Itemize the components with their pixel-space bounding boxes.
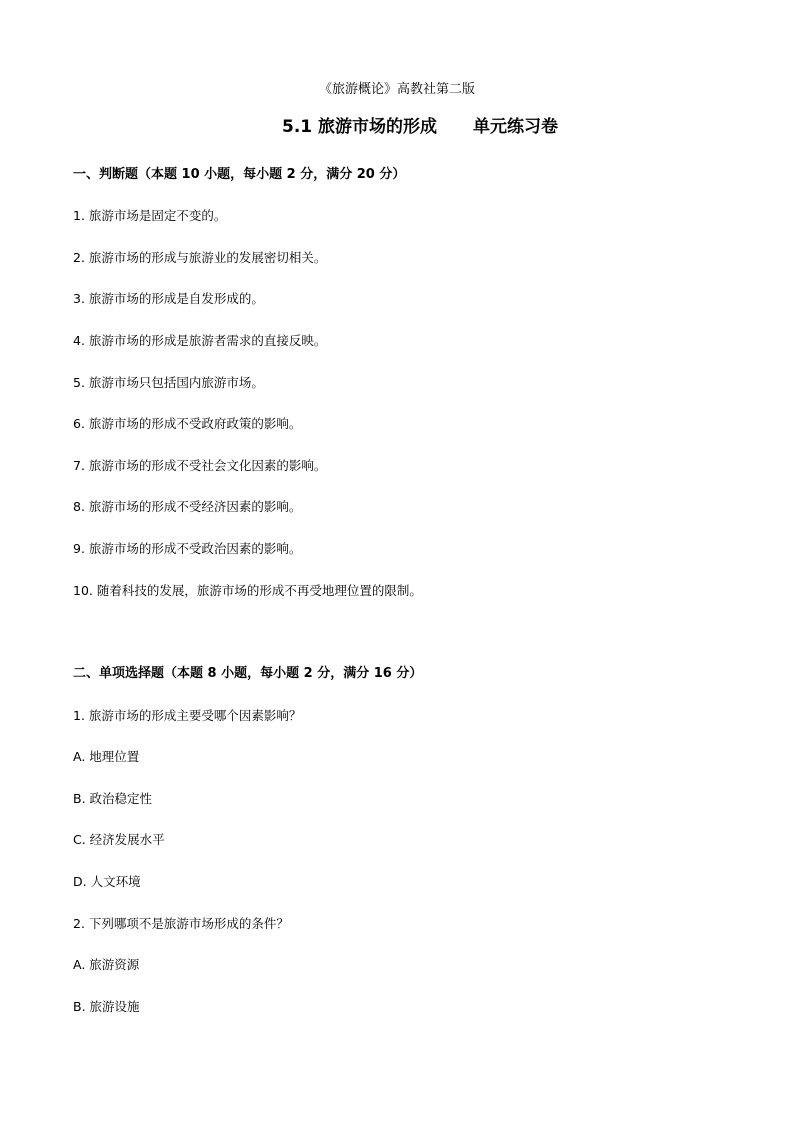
question-item bbox=[73, 332, 733, 350]
question-text: 10. 随着科技的发展，旅游市场的形成不再受地理位置的限制。 bbox=[73, 583, 422, 598]
question-text: 6. 旅游市场的形成不受政府政策的影响。 bbox=[73, 416, 302, 431]
option-item bbox=[73, 790, 733, 808]
question-item bbox=[73, 290, 733, 308]
question-text: 5. 旅游市场只包括国内旅游市场。 bbox=[73, 375, 264, 390]
question-item bbox=[73, 498, 733, 516]
section-true-false bbox=[73, 166, 733, 184]
option-item bbox=[73, 831, 733, 849]
question-item bbox=[73, 249, 733, 267]
question-text: 1. 旅游市场是固定不变的。 bbox=[73, 208, 227, 223]
title-sub: 单元练习卷 bbox=[473, 117, 559, 137]
option-item bbox=[73, 956, 733, 974]
section-heading: 二、单项选择题（本题 8 小题，每小题 2 分，满分 16 分） bbox=[73, 666, 423, 681]
question-item bbox=[73, 457, 733, 475]
question-item bbox=[73, 915, 733, 933]
question-text: 7. 旅游市场的形成不受社会文化因素的影响。 bbox=[73, 458, 327, 473]
question-text: 4. 旅游市场的形成是旅游者需求的直接反映。 bbox=[73, 333, 327, 348]
option-item bbox=[73, 998, 733, 1016]
question-item bbox=[73, 207, 733, 225]
document-title bbox=[282, 115, 558, 139]
section-heading: 一、判断题（本题 10 小题，每小题 2 分，满分 20 分） bbox=[73, 167, 406, 182]
question-item bbox=[73, 707, 733, 725]
question-item bbox=[73, 582, 733, 600]
option-item bbox=[73, 748, 733, 766]
option-text: A. 地理位置 bbox=[73, 749, 140, 764]
document-header: 《旅游概论》高教社第二版 bbox=[318, 82, 475, 97]
question-item bbox=[73, 374, 733, 392]
question-text: 3. 旅游市场的形成是自发形成的。 bbox=[73, 291, 264, 306]
question-text: 8. 旅游市场的形成不受经济因素的影响。 bbox=[73, 499, 302, 514]
option-text: D. 人文环境 bbox=[73, 874, 141, 889]
question-text: 2. 旅游市场的形成与旅游业的发展密切相关。 bbox=[73, 250, 327, 265]
question-text: 2. 下列哪项不是旅游市场形成的条件？ bbox=[73, 916, 289, 931]
option-text: A. 旅游资源 bbox=[73, 957, 140, 972]
option-item bbox=[73, 873, 733, 891]
option-text: B. 旅游设施 bbox=[73, 999, 140, 1014]
question-text: 1. 旅游市场的形成主要受哪个因素影响？ bbox=[73, 708, 302, 723]
question-item bbox=[73, 540, 733, 558]
question-text: 9. 旅游市场的形成不受政治因素的影响。 bbox=[73, 541, 302, 556]
question-item bbox=[73, 415, 733, 433]
section-multiple-choice bbox=[73, 665, 733, 683]
option-text: C. 经济发展水平 bbox=[73, 832, 165, 847]
title-main: 5.1 旅游市场的形成 bbox=[282, 117, 438, 137]
option-text: B. 政治稳定性 bbox=[73, 791, 153, 806]
